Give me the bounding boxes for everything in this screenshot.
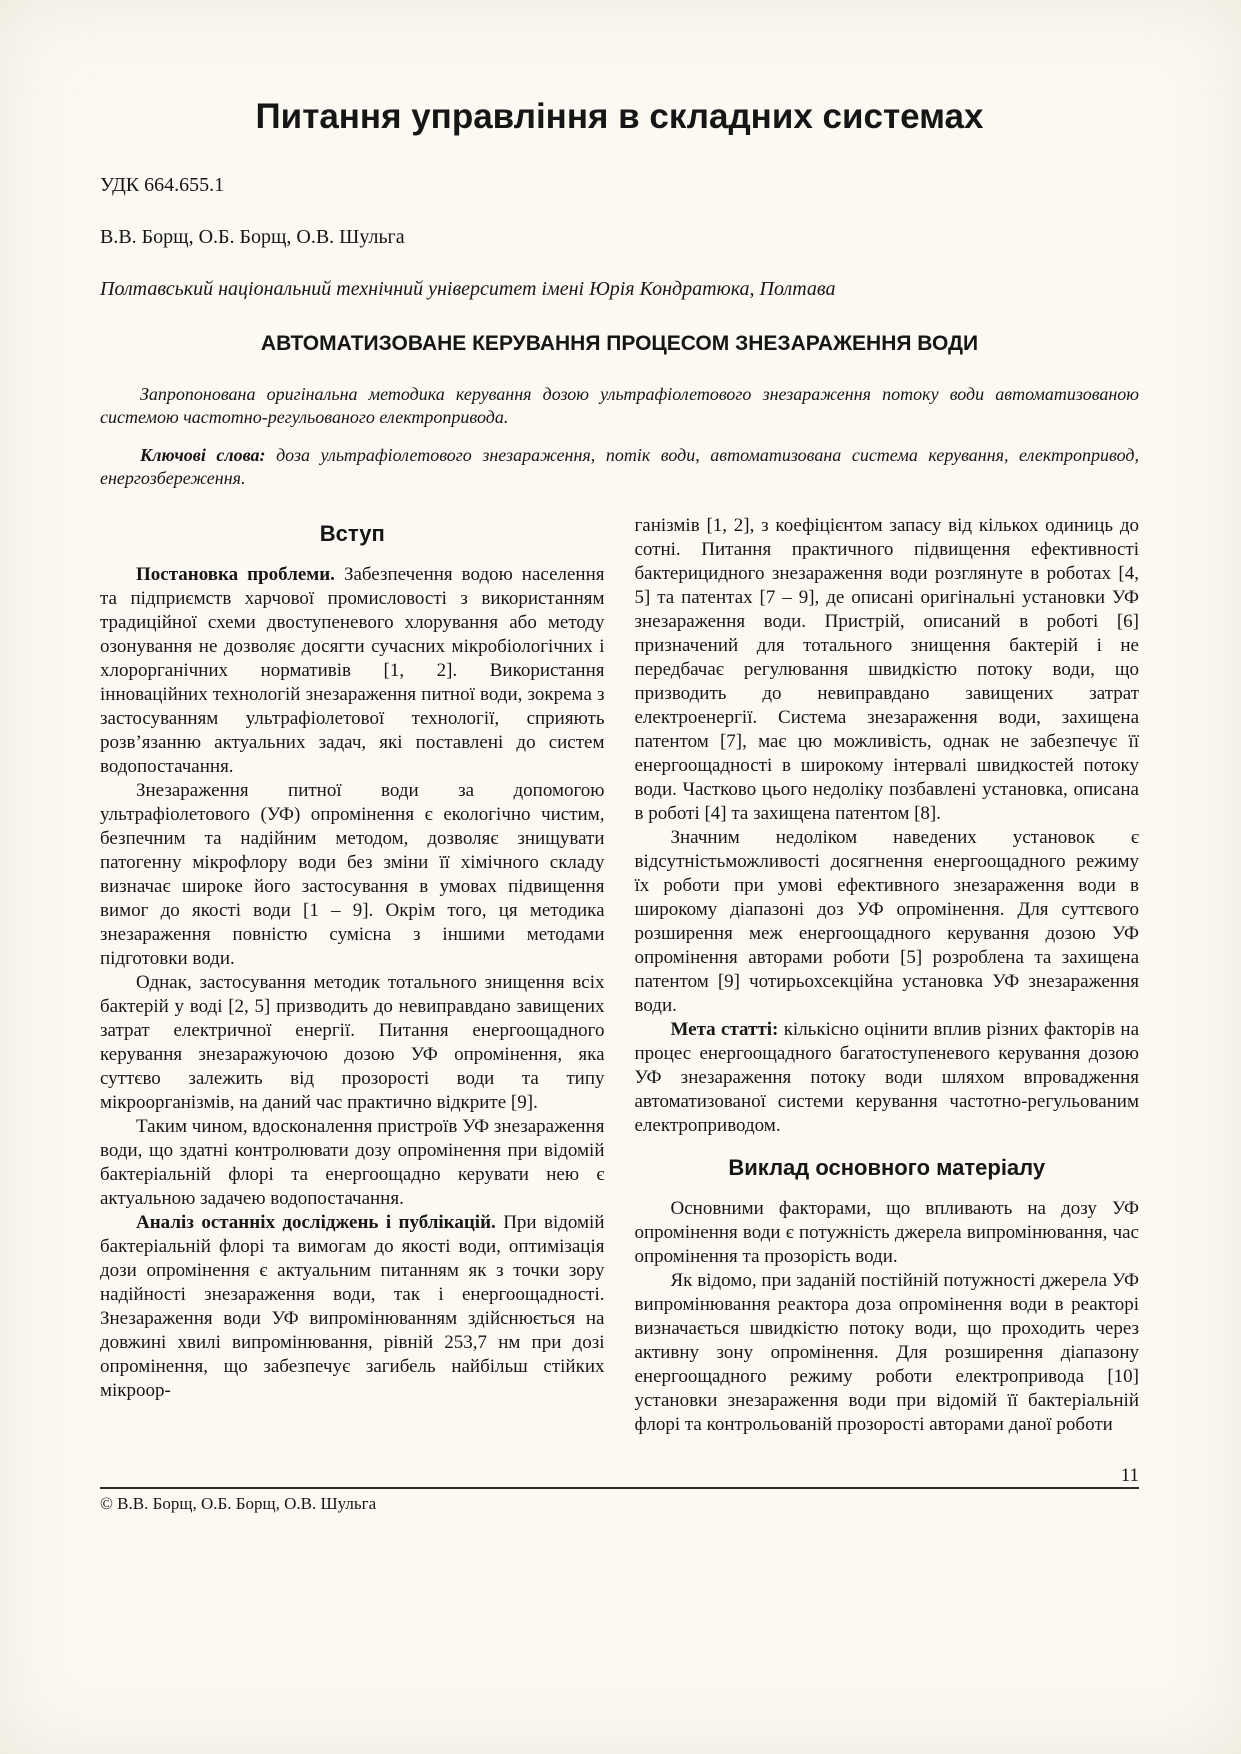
paragraph-task-relevance [100,1115,605,1211]
paragraph-shortcomings [635,826,1140,1018]
affiliation-line: Полтавський національний технічний університет імені Юрія Кондратюка, Полтава [100,278,836,300]
udc-code: УДК 664.655.1 [100,174,225,196]
paragraph-text: кількісно оцінити вплив різних факторів на процес енергоощадного багатоступеневого керування дозою УФ знезараження потоку води шляхом впровадження автоматизованої системи керування частотно-регульованим електроприводом. [634,1019,1140,1137]
paragraph-lead: Постановка проблеми. [136,563,335,585]
page-number: 11 [1120,1465,1139,1486]
keywords-label: Ключові слова: [140,445,266,466]
keywords-block [100,444,1139,490]
paragraph-text: Значним недоліком наведених установок є відсутністьможливості досягнення енергоощадного режиму їх роботи при умові ефективного знезараження води в широкому діапазоні доз УФ опромінення. Для суттєвого розширення меж енергоощадного керування дозою УФ опромінення авторами роботи [5] розроблена та захищена патентом [9] чотирьохсекційна установка УФ знезараження води. [634,827,1139,1017]
paragraph-text: Таким чином, вдосконалення пристроїв УФ знезараження води, що здатні контролювати дозу опромінення при відомій бактеріальній флорі та енергоощадно керувати нею є актуальною задачею водопостачання. [100,1115,605,1209]
paragraph-problem-statement [100,563,605,779]
keywords-text: доза ультрафіолетового знезараження, потік води, автоматизована система керування, електропривод, енергозбереження. [100,445,1139,489]
section-heading-intro: Вступ [319,521,385,547]
authors-line: В.В. Борщ, О.Б. Борщ, О.В. Шульга [100,226,405,248]
paragraph-lead: Аналіз останніх досліджень і публікацій. [136,1211,496,1233]
paragraph-energy-issue [100,971,605,1115]
page-footer [100,1466,1139,1514]
paragraph-article-goal [635,1018,1140,1138]
two-column-body [100,514,1139,1437]
section-heading-main: Виклад основного матеріалу [728,1155,1046,1181]
right-column [635,514,1140,1437]
paragraph-text: ганізмів [1, 2], з коефіцієнтом запасу від кількох одиниць до сотні. Питання практичного підвищення ефективності бактерицидного знезараження води розглянуте в роботах [4, 5] та патентах [7 – 9], де описані оригінальні установки УФ знезараження води. Пристрій, описаний в роботі [6] призначений для тотального знищення бактерій і не передбачає регулювання швидкістю потоку води, що призводить до невиправдано завищених затрат електроенергії. Система знезараження води, захищена патентом [7], має цю можливість, однак не забезпечує її енергоощадності в широкому інтервалі швидкостей потоку води. Частково цього недоліку позбавлені установка, описана в роботі [4] та захищена патентом [8]. [634,515,1139,825]
paragraph-uv-method [100,779,605,971]
article-title: АВТОМАТИЗОВАНЕ КЕРУВАННЯ ПРОЦЕСОМ ЗНЕЗАРАЖЕННЯ ВОДИ [260,332,979,355]
abstract-text: Запропонована оригінальна методика керування дозою ультрафіолетового знезараження потоку води автоматизованою системою частотно-регульованого електропривода. [100,384,1139,428]
paragraph-literature-review-cont [635,514,1140,826]
paragraph-lead: Мета статті: [670,1019,779,1041]
paragraph-text: При відомій бактеріальній флорі та вимогам до якості води, оптимізація дози опромінення є актуальним питанням як з точки зору надійності знезараження води, так і енергоощадності. Знезараження води УФ випромінюванням здійснюється на довжині хвилі випромінювання, рівній 253,7 нм при дозі опромінення, що забезпечує загибель найбільш стійких мікроор- [100,1211,605,1401]
footer-rule [100,1487,1139,1489]
paragraph-dose-control [635,1269,1140,1437]
paragraph-text: Знезараження питної води за допомогою ультрафіолетового (УФ) опромінення є екологічно чистим, безпечним та надійним методом, дозволяє знищувати патогенну мікрофлору води без зміни її хімічного складу визначає широке його застосування в умовах підвищення вимог до якості води [1 – 9]. Окрім того, ця методика знезараження повністю сумісна з іншими методами підготовки води. [100,779,605,969]
paragraph-text: Основними факторами, що впливають на дозу УФ опромінення води є потужність джерела випромінювання, час опромінення та прозорість води. [634,1197,1139,1267]
paragraph-main-factors [635,1197,1140,1269]
paragraph-text: Забезпечення водою населення та підприємств харчової промисловості з використанням традиційної схеми двоступеневого хлорування або методу озонування не дозволяє досягти сучасних мікробіологічних і хлорорганічних нормативів [1, 2]. Використання інноваційних технологій знезараження питної води, зокрема з застосуванням ультрафіолетової технології, сприяють розв’язанню актуальних задач, які поставлені до систем водопостачання. [100,563,605,777]
paragraph-text: Однак, застосування методик тотального знищення всіх бактерій у воді [2, 5] призводить до невиправдано завищених затрат електричної енергії. Питання енергоощадного керування знезаражуючою дозою УФ опромінення, яка суттєво залежить від прозорості води та типу мікроорганізмів, на даний час практично відкрите [9]. [100,971,605,1113]
copyright-line: © В.В. Борщ, О.Б. Борщ, О.В. Шульга [100,1494,377,1513]
journal-title: Питання управління в складних системах [255,97,984,136]
paragraph-text: Як відомо, при заданій постійній потужності джерела УФ випромінювання реактора доза опромінення води в реакторі визначається швидкістю потоку води, що проходить через активну зону опромінення. Для розширення діапазону енергоощадного режиму роботи електропривода [10] установки знезараження води при відомій її бактеріальній флорі та контрольованій прозорості авторами даної роботи [634,1269,1139,1435]
left-column [100,514,605,1403]
paragraph-literature-review [100,1211,605,1403]
